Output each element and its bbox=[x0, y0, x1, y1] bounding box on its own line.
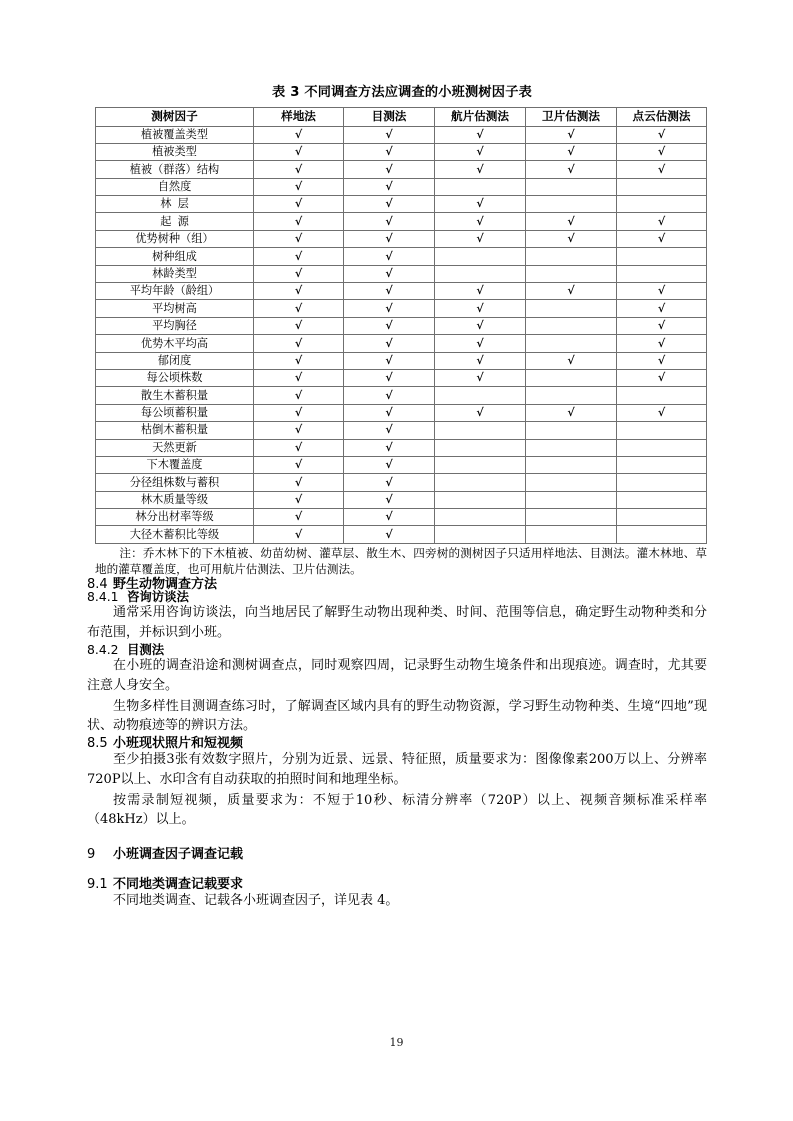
method-mark-cell: √ bbox=[344, 439, 435, 456]
factor-name-cell bbox=[96, 213, 254, 230]
method-mark-cell: √ bbox=[254, 439, 344, 456]
table-row bbox=[96, 143, 707, 160]
factor-name-cell: 树种组成 bbox=[96, 248, 254, 265]
method-mark-cell: √ bbox=[254, 404, 344, 421]
factor-name-cell: 植被覆盖类型 bbox=[96, 126, 254, 143]
method-mark-cell: √ bbox=[344, 196, 435, 213]
factor-name-cell: 平均树高 bbox=[96, 300, 254, 317]
table-row bbox=[96, 387, 707, 404]
table-row bbox=[96, 352, 707, 369]
method-mark-cell: √ bbox=[344, 404, 435, 421]
method-mark-cell: √ bbox=[435, 283, 526, 300]
page-number: 19 bbox=[389, 1036, 404, 1049]
factor-name-cell: 优势树种（组） bbox=[96, 230, 254, 247]
method-mark-cell bbox=[526, 491, 617, 508]
method-mark-cell bbox=[617, 196, 707, 213]
method-mark-cell: √ bbox=[526, 283, 617, 300]
page-content bbox=[87, 85, 707, 912]
factor-name-label: 起源 bbox=[160, 214, 195, 228]
factor-name-cell: 每公顷株数 bbox=[96, 369, 254, 386]
paragraph: 不同地类调查、记载各小班调查因子，详见表 4。 bbox=[113, 893, 399, 909]
method-mark-cell: √ bbox=[254, 265, 344, 282]
table-header-cell: 测树因子 bbox=[96, 107, 254, 126]
factor-name-cell: 大径木蓄积比等级 bbox=[96, 526, 254, 543]
paragraph: 通常采用咨询访谈法，向当地居民了解野生动物出现种类、时间、范围等信息，确定野生动物种类和分布范围，并标识到小班。 bbox=[87, 605, 707, 640]
method-mark-cell bbox=[526, 265, 617, 282]
table-row bbox=[96, 213, 707, 230]
table-row bbox=[96, 439, 707, 456]
table-row bbox=[96, 265, 707, 282]
method-mark-cell bbox=[526, 178, 617, 195]
method-mark-cell: √ bbox=[526, 213, 617, 230]
method-mark-cell: √ bbox=[254, 456, 344, 473]
method-mark-cell: √ bbox=[254, 196, 344, 213]
table-row bbox=[96, 509, 707, 526]
method-mark-cell: √ bbox=[617, 283, 707, 300]
table-row bbox=[96, 283, 707, 300]
method-mark-cell: √ bbox=[344, 422, 435, 439]
method-mark-cell bbox=[435, 474, 526, 491]
method-mark-cell bbox=[435, 387, 526, 404]
heading-text: 小班调查因子调查记载 bbox=[113, 847, 244, 863]
factor-name-cell: 植被（群落）结构 bbox=[96, 161, 254, 178]
table-row bbox=[96, 161, 707, 178]
method-mark-cell: √ bbox=[254, 248, 344, 265]
method-mark-cell bbox=[526, 456, 617, 473]
method-mark-cell bbox=[435, 526, 526, 543]
method-mark-cell: √ bbox=[254, 422, 344, 439]
table-header-cell: 卫片估测法 bbox=[526, 107, 617, 126]
method-mark-cell: √ bbox=[344, 526, 435, 543]
method-mark-cell: √ bbox=[617, 300, 707, 317]
method-mark-cell: √ bbox=[526, 352, 617, 369]
method-mark-cell: √ bbox=[435, 161, 526, 178]
method-mark-cell: √ bbox=[344, 387, 435, 404]
table-header-cell: 航片估测法 bbox=[435, 107, 526, 126]
method-mark-cell bbox=[526, 474, 617, 491]
factor-name-cell: 分径组株数与蓄积 bbox=[96, 474, 254, 491]
factor-name-cell: 植被类型 bbox=[96, 143, 254, 160]
table-row bbox=[96, 456, 707, 473]
method-mark-cell bbox=[526, 439, 617, 456]
method-mark-cell: √ bbox=[617, 369, 707, 386]
table-row bbox=[96, 248, 707, 265]
method-mark-cell bbox=[435, 265, 526, 282]
heading-8-5 bbox=[87, 737, 707, 750]
method-mark-cell: √ bbox=[344, 213, 435, 230]
method-mark-cell: √ bbox=[254, 474, 344, 491]
heading-9 bbox=[87, 848, 707, 861]
table-note-text: 注：乔木林下的下木植被、幼苗幼树、灌草层、散生木、四旁树的测树因子只适用样地法、目测法。灌木林地、草地的灌草覆盖度，也可用航片估测法、卫片估测法。 bbox=[95, 545, 707, 577]
table-row bbox=[96, 422, 707, 439]
method-mark-cell: √ bbox=[254, 300, 344, 317]
method-mark-cell: √ bbox=[344, 161, 435, 178]
heading-text: 野生动物调查方法 bbox=[113, 576, 218, 592]
method-mark-cell: √ bbox=[617, 335, 707, 352]
method-mark-cell: √ bbox=[344, 143, 435, 160]
method-mark-cell: √ bbox=[435, 335, 526, 352]
method-mark-cell bbox=[526, 196, 617, 213]
method-mark-cell: √ bbox=[435, 213, 526, 230]
method-mark-cell: √ bbox=[617, 404, 707, 421]
method-mark-cell: √ bbox=[254, 387, 344, 404]
method-mark-cell: √ bbox=[344, 178, 435, 195]
method-mark-cell bbox=[526, 509, 617, 526]
method-mark-cell bbox=[617, 265, 707, 282]
factor-name-cell: 平均年龄（龄组） bbox=[96, 283, 254, 300]
method-mark-cell: √ bbox=[254, 230, 344, 247]
method-mark-cell bbox=[435, 178, 526, 195]
method-mark-cell: √ bbox=[526, 126, 617, 143]
factor-name-cell: 平均胸径 bbox=[96, 317, 254, 334]
heading-number: 9 bbox=[87, 847, 96, 863]
table-row bbox=[96, 230, 707, 247]
method-mark-cell: √ bbox=[344, 369, 435, 386]
method-mark-cell: √ bbox=[344, 126, 435, 143]
method-mark-cell bbox=[526, 248, 617, 265]
table-row bbox=[96, 335, 707, 352]
method-mark-cell bbox=[617, 248, 707, 265]
method-mark-cell bbox=[435, 509, 526, 526]
heading-number: 8.4.2 bbox=[87, 641, 119, 657]
heading-text: 小班现状照片和短视频 bbox=[113, 736, 244, 752]
factor-name-cell: 下木覆盖度 bbox=[96, 456, 254, 473]
method-mark-cell: √ bbox=[617, 161, 707, 178]
method-mark-cell: √ bbox=[617, 143, 707, 160]
heading-8-4-2 bbox=[87, 641, 707, 657]
method-mark-cell: √ bbox=[344, 317, 435, 334]
method-mark-cell bbox=[526, 387, 617, 404]
method-mark-cell: √ bbox=[254, 178, 344, 195]
method-mark-cell: √ bbox=[254, 143, 344, 160]
factor-name-cell: 林木质量等级 bbox=[96, 491, 254, 508]
factor-name-cell: 枯倒木蓄积量 bbox=[96, 422, 254, 439]
method-mark-cell bbox=[617, 526, 707, 543]
method-mark-cell: √ bbox=[254, 213, 344, 230]
table-row bbox=[96, 404, 707, 421]
method-mark-cell bbox=[526, 422, 617, 439]
method-mark-cell bbox=[526, 300, 617, 317]
method-mark-cell: √ bbox=[254, 161, 344, 178]
method-mark-cell: √ bbox=[344, 509, 435, 526]
method-mark-cell bbox=[617, 474, 707, 491]
table-row bbox=[96, 317, 707, 334]
heading-number: 8.5 bbox=[87, 736, 108, 752]
factor-name-cell: 林龄类型 bbox=[96, 265, 254, 282]
method-mark-cell: √ bbox=[526, 404, 617, 421]
measurement-factor-table bbox=[95, 107, 707, 544]
factor-name-cell: 自然度 bbox=[96, 178, 254, 195]
method-mark-cell: √ bbox=[254, 526, 344, 543]
table-row bbox=[96, 474, 707, 491]
heading-9-1 bbox=[87, 878, 707, 891]
method-mark-cell: √ bbox=[617, 352, 707, 369]
factor-name-cell: 每公顷蓄积量 bbox=[96, 404, 254, 421]
method-mark-cell: √ bbox=[344, 283, 435, 300]
method-mark-cell: √ bbox=[344, 335, 435, 352]
method-mark-cell: √ bbox=[254, 317, 344, 334]
method-mark-cell bbox=[617, 491, 707, 508]
heading-text: 咨询访谈法 bbox=[127, 588, 189, 604]
method-mark-cell: √ bbox=[344, 491, 435, 508]
method-mark-cell bbox=[617, 422, 707, 439]
method-mark-cell bbox=[435, 491, 526, 508]
factor-name-label: 林层 bbox=[160, 197, 195, 211]
method-mark-cell: √ bbox=[435, 300, 526, 317]
method-mark-cell: √ bbox=[344, 352, 435, 369]
factor-name-cell: 散生木蓄积量 bbox=[96, 387, 254, 404]
method-mark-cell: √ bbox=[435, 126, 526, 143]
paragraph: 生物多样性目测调查练习时，了解调查区域内具有的野生动物资源，学习野生动物种类、生境“四地”现状、动物痕迹等的辨识方法。 bbox=[87, 698, 707, 734]
method-mark-cell: √ bbox=[254, 509, 344, 526]
method-mark-cell: √ bbox=[617, 230, 707, 247]
method-mark-cell: √ bbox=[526, 230, 617, 247]
paragraph: 至少拍摄3张有效数字照片，分别为近景、远景、特征照，质量要求为：图像像素200万以上、分辨率720P以上、水印含有自动获取的拍照时间和地理坐标。 bbox=[87, 752, 707, 787]
factor-name-cell: 优势木平均高 bbox=[96, 335, 254, 352]
method-mark-cell: √ bbox=[254, 491, 344, 508]
method-mark-cell: √ bbox=[435, 317, 526, 334]
table-row bbox=[96, 126, 707, 143]
method-mark-cell bbox=[526, 526, 617, 543]
method-mark-cell: √ bbox=[254, 283, 344, 300]
method-mark-cell bbox=[617, 509, 707, 526]
method-mark-cell: √ bbox=[344, 456, 435, 473]
heading-text: 不同地类调查记载要求 bbox=[113, 877, 244, 893]
table-row bbox=[96, 196, 707, 213]
factor-name-cell: 林分出材率等级 bbox=[96, 509, 254, 526]
method-mark-cell: √ bbox=[344, 230, 435, 247]
method-mark-cell: √ bbox=[526, 161, 617, 178]
method-mark-cell: √ bbox=[435, 369, 526, 386]
method-mark-cell bbox=[435, 439, 526, 456]
table-caption: 表 3 不同调查方法应调查的小班测树因子表 bbox=[272, 85, 532, 100]
method-mark-cell: √ bbox=[254, 352, 344, 369]
method-mark-cell: √ bbox=[344, 265, 435, 282]
factor-name-cell: 天然更新 bbox=[96, 439, 254, 456]
table-header-cell: 样地法 bbox=[254, 107, 344, 126]
method-mark-cell: √ bbox=[617, 213, 707, 230]
method-mark-cell bbox=[617, 439, 707, 456]
method-mark-cell: √ bbox=[344, 248, 435, 265]
method-mark-cell bbox=[435, 422, 526, 439]
method-mark-cell bbox=[526, 369, 617, 386]
table-row bbox=[96, 300, 707, 317]
method-mark-cell: √ bbox=[254, 369, 344, 386]
paragraph: 按需录制短视频，质量要求为：不短于10秒、标清分辨率（720P）以上、视频音频标准采样率（48kHz）以上。 bbox=[87, 792, 707, 828]
table-row bbox=[96, 178, 707, 195]
table-header-cell: 点云估测法 bbox=[617, 107, 707, 126]
table-body bbox=[96, 126, 707, 543]
method-mark-cell: √ bbox=[617, 126, 707, 143]
method-mark-cell bbox=[617, 178, 707, 195]
paragraph: 在小班的调查沿途和测树调查点，同时观察四周，记录野生动物生境条件和出现痕迹。调查时，尤其要注意人身安全。 bbox=[87, 658, 707, 693]
method-mark-cell: √ bbox=[617, 317, 707, 334]
table-header-cell: 目测法 bbox=[344, 107, 435, 126]
heading-number: 8.4.1 bbox=[87, 588, 119, 604]
heading-text: 目测法 bbox=[127, 641, 165, 657]
method-mark-cell bbox=[526, 335, 617, 352]
factor-name-cell bbox=[96, 196, 254, 213]
heading-number: 9.1 bbox=[87, 877, 108, 893]
table-row bbox=[96, 491, 707, 508]
method-mark-cell: √ bbox=[254, 335, 344, 352]
table-row bbox=[96, 526, 707, 543]
method-mark-cell bbox=[526, 317, 617, 334]
method-mark-cell: √ bbox=[344, 474, 435, 491]
method-mark-cell bbox=[617, 387, 707, 404]
method-mark-cell: √ bbox=[435, 352, 526, 369]
heading-8-4-1 bbox=[87, 588, 707, 604]
method-mark-cell: √ bbox=[526, 143, 617, 160]
method-mark-cell: √ bbox=[435, 230, 526, 247]
method-mark-cell: √ bbox=[435, 143, 526, 160]
method-mark-cell: √ bbox=[435, 196, 526, 213]
factor-name-cell: 郁闭度 bbox=[96, 352, 254, 369]
table-note bbox=[95, 545, 707, 578]
method-mark-cell bbox=[435, 456, 526, 473]
method-mark-cell bbox=[617, 456, 707, 473]
table-row bbox=[96, 369, 707, 386]
method-mark-cell bbox=[435, 248, 526, 265]
method-mark-cell: √ bbox=[254, 126, 344, 143]
table-header-row bbox=[96, 107, 707, 126]
method-mark-cell: √ bbox=[344, 300, 435, 317]
heading-number: 8.4 bbox=[87, 576, 108, 592]
method-mark-cell: √ bbox=[435, 404, 526, 421]
